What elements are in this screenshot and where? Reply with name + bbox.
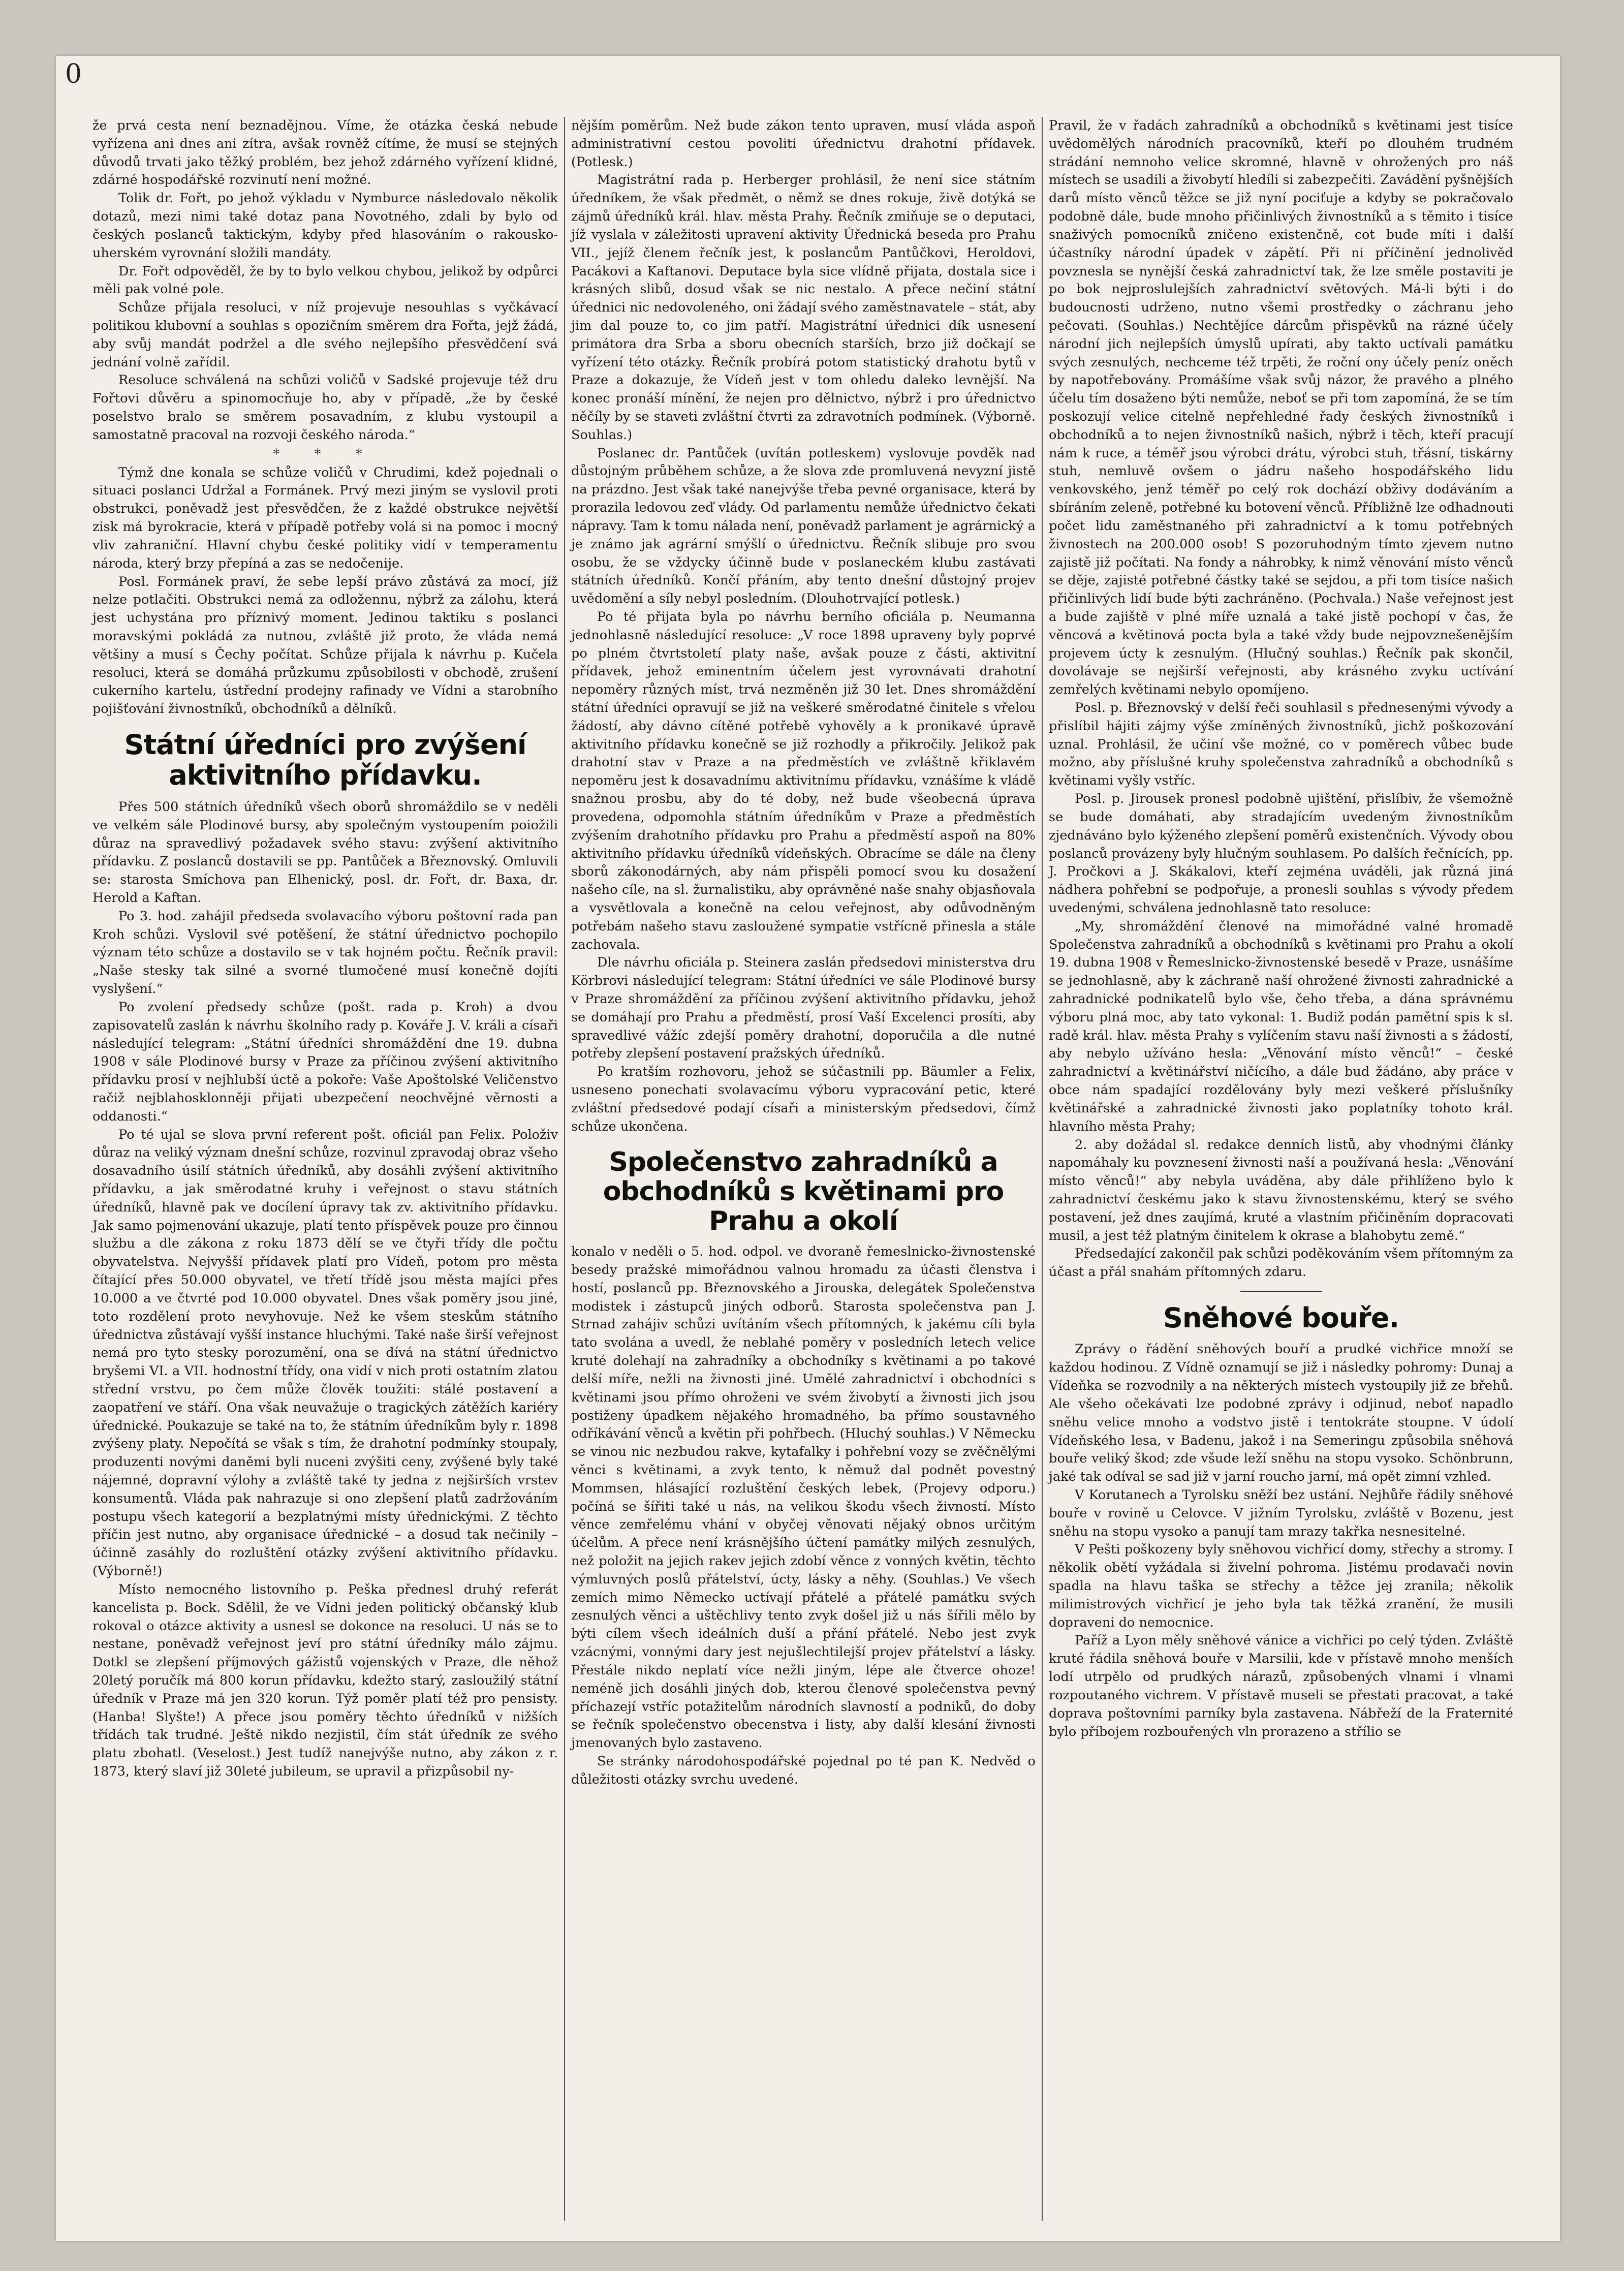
paragraph: Magistrátní rada p. Herberger prohlásil, že není sice státním úředníkem, že však předmět, o němž se dnes rokuje, živě dotýká se zájmů úředníků král. hlav. města Prahy. Řečník zmiňuje se o deputaci, jíž vyslala v záležitosti upravení aktivity Úřednická beseda pro Prahu VII., jejíž členem řečník jest, k poslancům Pantůčkovi, Heroldovi, Pacákovi a Kaftanovi. Deputace byla sice vlídně přijata, dostala sice i krásných slibů, dosud však se nic nestalo. A přece nečiní státní úřednici nic nedovoleného, oni žádají svého zaměstnavatele – stát, aby jim dal pouze to, co jim patří. Magistrátní úřednici dík usnesení primátora dra Srba a sboru obecních starších, brzo již dočkají se vyřízení této otázky. Řečník probírá potom statistický drahotu bytů v Praze a dokazuje, že Vídeň jest v tom ohledu daleko levnější. Na konec pronáší mínění, že nejen pro dělnictvo, nýbrž i pro úřednictvo něčíly by se staveti zvláštní čtvrti za zdravotních podmínek. (Výborně. Souhlas.) [571,172,1036,443]
paragraph: Předsedající zakončil pak schůzi poděkováním všem přítomným za účast a přál snahám přítomných zdaru. [1049,1246,1513,1280]
column-3 [1042,117,1519,2221]
paragraph: V Korutanech a Tyrolsku sněží bez ustání. Nejhůře řádily sněhové bouře v rovině u Celovce. V jižním Tyrolsku, zvláště v Bozenu, jest sněhu na stopu vysoko a panují tam mrazy takřka nesnesitelné. [1049,1487,1513,1539]
article-headline: Státní úředníci pro zvýšení aktivitního přídavku. [124,729,526,792]
paragraph: Posl. p. Jirousek pronesl podobně ujištění, přislíbiv, že všemožně se bude domáhati, aby stradajícím uvedeným živnostníkům zjednáváno bylo kýženého zlepšení poměrů existenčních. Vývody obou poslanců provázeny byly hlučným souhlasem. Po dalších řečnících, pp. J. Pročkovi a J. Skákalovi, kteří zejména uváděli, jak různá jiná nádhera pohřební se podpořuje, a pronesli souhlas s vývody předem uvedenými, schválena jednohlasně tato resoluce: [1049,791,1513,916]
paragraph: Poslanec dr. Pantůček (uvítán potleskem) vyslovuje povděk nad důstojným průběhem schůze, a že slova zde promluvená nevyzní jistě na prázdno. Jest však také nanejvýše třeba pevné organisace, která by prorazila ledovou zeď vlády. Od parlamentu nemůže úřednictvo čekati nápravy. Tam k tomu nálada není, poněvadž parlament je agrárnický a je známo jak agrární smýšlí o úřednictvu. Řečník slibuje pro svou osobu, že se vždycky účinně bude v poslaneckém klubu zastávati státních úředníků. Končí přáním, aby tento dnešní důstojný projev uvědomění a síly nebyl posledním. (Dlouhotrvající potlesk.) [571,445,1036,607]
page-number: 0 [65,59,82,89]
paragraph: 2. aby dožádal sl. redakce denních listů, aby vhodnými články napomáhaly ku povznesení živnosti naší a používaná hesla: „Věnování místo věnců!“ aby nebyla uváděna, aby dále přihlíženo bylo k zahradnictví českému jako k stavu živnostenskému, který se svého postavení, jež dnes zaujímá, kruté a vlastním přičiněním dopracovati musil, a jest též platným činitelem k okrase a blahobytu země.“ [1049,1137,1513,1243]
paragraph: Týmž dne konala se schůze voličů v Chrudimi, kdež pojednali o situaci poslanci Udržal a Formánek. Prvý mezi jiným se vyslovil proti obstrukci, poněvadž jest přesvědčen, že z každé obstrukce největší zisk má byrokracie, která v případě potřeby volá si na pomoc i mocný vliv zahraniční. Hlavní chybu české politiky vidí v temperamentu národa, který brzy přepíná a zas se nedočenije. [92,464,558,571]
paragraph: Tolik dr. Fořt, po jehož výkladu v Nymburce následovalo několik dotazů, mezi nimi také dotaz pana Novotného, zdali by bylo od českých poslanců taktickým, kdyby před hlasováním o rakousko-uherském vyrovnání složili mandáty. [92,191,558,261]
article-headline: Sněhové bouře. [1163,1302,1399,1334]
paragraph: Se stránky národohospodářské pojednal po té pan K. Nedvěd o důležitosti otázky svrchu uvedené. [571,1753,1036,1787]
paragraph: V Pešti poškozeny byly sněhovou vichřicí domy, střechy a stromy. I několik obětí vyžádala si živelní pohroma. Jistému prodavači novin spadla na hlavu taška se střechy a těžce jej zranila; několik milimistrových vichřicí je jeho byla tak těžká zranění, že musili dopraveni do nemocnice. [1049,1542,1513,1630]
article-columns [86,117,1540,2221]
paragraph: nějším poměrům. Než bude zákon tento upraven, musí vláda aspoň administrativní cestou povoliti úřednictvu drahotní přídavek. (Potlesk.) [571,118,1036,170]
paragraph: Dle návrhu oficiála p. Steinera zaslán předsedovi ministerstva dru Körbrovi následující telegram: Státní úředníci ve sále Plodinové bursy v Praze shromáždění za příčinou zvýšení aktivitního přídavku, jehož se domáhají pro Prahu a předměstí, prosí Vaší Excelenci prosíti, aby spravedlivé vážíc zdejší poměry drahotní, doporučila a dle nutné potřeby zlepšení postavení pražských úředníků. [571,955,1036,1062]
paragraph: Přes 500 státních úředníků všech oborů shromáždilo se v neděli ve velkém sále Plodinové bursy, aby společným vystoupením poiožili důraz na spravedlivý požadavek svého stavu: zvýšení aktivitního přídavku. Z poslanců dostavili se pp. Pantůček a Březnovský. Omluvili se: starosta Smíchova pan Elhenický, posl. dr. Fořt, dr. Baxa, dr. Herold a Kaftan. [92,799,558,906]
paragraph: „My, shromáždění členové na mimořádné valné hromadě Společenstva zahradníků a obchodníků s květinami pro Prahu a okolí 19. dubna 1908 v Řemeslnicko-živnostenské besedě v Praze, usnášíme se jednohlasně, aby k záchraně naší ohrožené živnosti zahradnické a zahradnické podnikatelů bylo vše, čeho třeba, a dána správnému výboru plná moc, aby tato vykonal: 1. Budiž podán pamětní spis k sl. radě král. hlav. města Prahy s vylíčením stavu naší živnosti a s žádostí, aby nebylo užíváno hesla: „Věnování místo věnců!“ – české zahradnictví a květinářství ničícího, a dále bud žádáno, aby práce v obce nám spadající rozdělovány byly mezi veškeré příslušníky květinářské a zahradnické živnosti jako poplatníky tohoto král. hlavního města Prahy; [1049,918,1513,1134]
paragraph: Po té přijata byla po návrhu berního oficiála p. Neumanna jednohlasně následující resoluce: „V roce 1898 upraveny byly poprvé po plném čtvrtstoletí platy naše, avšak pouze z části, aktivitní přídavek, jehož eminentním účelem jest vyrovnávati drahotní nepoměry různých míst, trvá nezměněn již 30 let. Dnes shromáždění státní úředníci opravují se již na veškeré směrodatné činitele s vřelou žádostí, aby dávno cítěné potřebě vyhověly a k pronikavé úpravě aktivitního přídavku konečně se již rozhodly a přikročily. Jelikož pak drahotní stav v Praze a na předměstích ve zvláštně křiklavém nepoměru jest k dosavadnímu aktivitnímu přídavku, vznášíme k vládě snažnou prosbu, aby do té doby, než bude všeobecná úprava provedena, odpomohla státním úředníkům v Praze a předměstích zvýšením drahotního přídavku pro Prahu a předměstí aspoň na 80% aktivitního přídavku úředníků vídeňských. Obracíme se dále na členy sborů zákonodárných, aby nám přispěli pomocí svou ku dosažení našeho cíle, na sl. žurnalistiku, aby oprávněné naše snahy objasňovala a vysvětlovala a konečně na celou veřejnost, aby odůvodněným potřebám našeho stavu zasloužené sympatie vstřícně přinesla a stále zachovala. [571,609,1036,952]
paragraph: Místo nemocného listovního p. Peška přednesl druhý referát kancelista p. Bock. Sdělil, že ve Vídni jeden politický občanský klub rokoval o otázce aktivity a usnesl se dokonce na resoluci. U nás se to nestane, poněvadž veřejnost jeví pro státní úředníky málo zájmu. Dotkl se zlepšení příjmových gážistů vojenských v Praze, dle něhož 20letý poručík má 800 korun přídavku, kdežto starý, zasloužilý státní úředník v Praze má jen 320 korun. Týž poměr platí též pro pensisty. (Hanba! Slyšte!) A přece jsou poměry těchto úředníků v nižších třídách tak trudné. Ještě nikdo nezjistil, čím stát úředník ze svého platu zbohatl. (Veselost.) Jest tudíž nanejvýše nutno, aby zákon z r. 1873, který slaví již 30leté jubileum, se upravil a přizpůsobil ny- [92,1581,558,1779]
column-1 [86,117,564,2221]
paragraph: Paříž a Lyon měly sněhové vánice a vichřici po celý týden. Zvláště kruté řádila sněhová bouře v Marsilii, kde v přístavě mnoho menších lodí utrpělo od prudkých nárazů, způsobených vlnami i vlnami rozpoutaného vichrem. V přístavě museli se přestati pracovat, a také doprava poštovními parníky byla zastavena. Nábřeží de la Fraternité bylo příbojem rozbouřených vln prorazeno a střílio se [1049,1633,1513,1739]
paragraph: Dr. Fořt odpověděl, že by to bylo velkou chybou, jelikož by odpůrci měli pak volné pole. [92,263,558,297]
paragraph: Posl. Formánek praví, že sebe lepší právo zůstává za mocí, jíž nelze potlačiti. Obstrukci nemá za odložennu, nýbrž za zálohu, která jest uchystána pro příznivý moment. Jedinou taktiku s poslanci moravskými pokládá za nutnou, zvláště již proto, že vláda nemá většiny a musí s Čechy počítat. Schůze přijala k návrhu p. Kučela resoluci, která se domáhá průzkumu způsobilosti v obchodě, zrušení cukerního kartelu, ústřední prodejny rafinady ve Vídni a starobního pojišťování živnostníků, obchodníků a dělníků. [92,574,558,717]
paragraph: konalo v neděli o 5. hod. odpol. ve dvoraně řemeslnicko-živnostenské besedy pražské mimořádnou valnou hromadu za účasti členstva i hostí, poslanců pp. Březnovského a Jirouska, delegátek Společenstva modistek i zástupců jiných odborů. Starosta společenstva pan J. Strnad zahájiv schůzi uvítáním všech přítomných, k jakému cíli byla tato svolána a uvedl, že neblahé poměry v posledních letech velice kruté dolehají na zahradníky a obchodníky s květinami a po takové delší míře, nežli na živnosti jiné. Umělé zahradnictví i obchodníci s květinami jsou přímo ohroženi ve svém živobytí a živnosti jich jsou postiženy úpadkem nějakého hromadného, ba přímo soustavného odříkávání věnců a květin při pohřbech. (Hluchý souhlas.) V Německu se vinou nic nezbudou rakve, kytafalky i pohřební vozy se zvěčnělými věnci s květinami, a zvyk tento, k němuž dal podnět povestný Mommsen, hlásající rozluštění českých lebek, (Projevy odporu.) počíná se šířiti také u nás, na velikou škodu všech živností. Místo věnce zemřelému vhání v obyčej věnovati nějaký obnos určitým účelům. A přece není krásnějšího účtení památky milých zesnulých, než položit na jejich rakev jejich zdobí věnce z vonných květin, těchto výmluvných poslů přátelství, úcty, lásky a něhy. (Souhlas.) Ve všech zemích mimo Německo uctívají přátelé a přátelé památku svých zesnulých věnci a uštěchlivy tento zvyk došel již u nás šířili mělo by býti cílem všech ideálních duší a přání přátelé. Nebo jest zvyk vzácnými, vonnými dary jest nejušlechtilejší projev přátelství a lásky. Přestále nikdo neplatí více nežli jiným, lépe ale čtverce ohoze! neméně jich dosáhli jiných dob, kterou členové společenstva pevný příchazejí vstříc potažitelům národních slavností a podniků, do doby se řečník společenstvo obecenstva i listy, aby další klesání živnosti jmenovaných bylo zastaveno. [571,1244,1036,1751]
paragraph: že prvá cesta není beznadějnou. Víme, že otázka česká nebude vyřízena ani dnes ani zítra, avšak rovněž cítíme, že musí se stejných důvodů trvati jako těžký problém, bez jehož zdárného vyřízení klidné, zdárné hospodářské rozvinutí není možné. [92,118,558,188]
newspaper-page [56,56,1560,2241]
paragraph: Pravil, že v řadách zahradníků a obchodníků s květinami jest tisíce uvědomělých národních pracovníků, kteří po dlouhém trudném strádání nemnoho velice skromné, hlavně v ohrožených pro náš místech se usadili a živobytí hledíli si zabezpečiti. Zavádění pyšnějších darů místo věnců těžce se již nyní pociťuje a kdyby se pokračovalo podobně dále, bude mnoho přičinlivých živnostníků a s těmito i tisíce snaživých pomocníků zničeno existenčně, cot bude míti i další účastníky národní úpadek v zápětí. Při ni příčinění jednolivěd povznesla se nynější česká zahradnictví tak, že lze směle postaviti je po bok nejproslulejších zahradnictví světových. Má-li býti i do budoucnosti udrženo, nutno všemi prostředky o záchranu jeho pečovati. (Souhlas.) Nechtějíce dárcům přispěvků na rázné účely národní jich nejlepších úmyslů upírati, aby takto uctívali památku svých zesnulých, nechceme též trpěti, že roční ony účely peníz oněch by napotřebovány. Promášíme však svůj názor, že pravého a plného účelu tím dosaženo býti nemůže, neboť se při tom zapomíná, že se tím poskozují velice citelně nepřehledné řady českých živnostníků i obchodníků a to nejen živnostníků našich, nýbrž i těch, kteří pracují nám k ruce, a téměř jsou výrobci drátu, výrobci stuh, třásní, tiskárny stuh, nemluvě ovšem o jádru našeho hospodářského lidu venkovského, jenž téměř po celý rok dochází obživy dodáváním a sbíráním zeleně, potřebné ku botovení věnců. Příbližně lze odhadnouti počet lidu zaměstnaného při zahradnictví a k tomu potřebných živnostech na 200.000 osob! S pozoruhodným tímto zjevem nutno zajistě již počítati. Na fondy a náhrobky, k nimž věnování místo věnců se děje, zajisté potřebné částky také se sejdou, a při tom tisíce našich přičinlivých lidí bude býti zachráněno. (Pochvala.) Naše veřejnost jest a bude zajiště v plné míře uznalá a také jistě pochopí v čas, že věncová a květinová pocta byla a také vždy bude nejpovznešenějším projevem úcty k zesnulým. (Hlučný souhlas.) Řečník pak skončil, dovolávaje se nejširší veřejnosti, aby krásného zvyku uctívání zemřelých květinami nebylo opomíjeno. [1049,118,1513,698]
divider [1240,1291,1322,1292]
paragraph: Resoluce schválená na schůzi voličů v Sadské projevuje též dru Fořtovi důvěru a spinomocňuje ho, aby v případě, „že by české poselstvo bralo se směrem posavadním, z klubu vystoupil a samostatně pracoval na rozvoji českého národa.“ [92,372,558,443]
paragraph: Po té ujal se slova první referent pošt. oficiál pan Felix. Položiv důraz na veliký význam dnešní schůze, rozvinul zpravodaj obraz všeho dosavadního úsilí státních úředníků, aby dosáhli zvýšení aktivitního přídavku, a jak směrodatné kruhy i veřejnost o stavu státních úředníků, hlavně pak ve docílení úpravy tak zv. aktivitního přídavku. Jak samo pojmenování ukazuje, platí tento příspěvek pouze pro činnou službu a dle zákona z roku 1873 dělí se ve čtyři třídy dle počtu obyvatelstva. Nejvyšší přídavek platí pro Vídeň, potom pro města čítající přes 50.000 obyvatel, ve třetí třídě jsou města majíci přes 10.000 a ve čtvrté pod 10.000 obyvatel. Dnes však poměry jsou jiné, toto rozdělení proto nevyhovuje. Než ke všem steskům státního úřednictva zůstávají vyšší instance hluchými. Také naše širší veřejnost nemá pro tyto stesky porozumění, ona se dívá na státní úřednictvo bryšemi VI. a VII. hodnostní třídy, ona vidí v nich proti ostatním zlatou střední vrstvu, po čem může člověk toužiti: stálé postavení a zaopatření ve stáří. Ona však neuvažuje o tragických zátěžích kariéry úřednické. Poukazuje se také na to, že státním úředníkům byly r. 1898 zvýšeny platy. Nepočítá se však s tím, že drahotní podmínky stoupaly, produzenti novými daněmi byli nuceni zvýšiti ceny, zvýšené byly také nájemné, dopravní výlohy a zvláště také ty jedna z nejširších vrstev konsumentů. Vláda pak nahrazuje si ono zlepšení platů zadržováním postupu všech kategorií a bezplatnými místy úřednickými. Z těchto příčin jest nutno, aby organisace úřednické – a dosud tak nečinily – účinně zasáhly do rozluštění otázky zvýšení aktivitního přídavku. (Výborně!) [92,1127,558,1579]
column-2 [564,117,1042,2221]
paragraph: Zprávy o řádění sněhových bouří a prudké vichřice množí se každou hodinou. Z Vídně oznamují se již i následky pohromy: Dunaj a Vídeňka se rozvodnily a na některých místech vystoupily již ze břehů. Ale všeho očekávati lze podobné zprávy i odjinud, neboť napadlo sněhu velice mnoho a vodstvo jistě i tentokráte stoupne. V údolí Vídeňského lesa, v Badenu, jakož i na Semeringu způsobila sněhová bouře veliký škod; zde všude leží sněhu na stopu vysoko. Schönbrunn, jaké tak odíval se sad již v jarní roucho jarní, má opět zimní vzhled. [1049,1342,1513,1485]
paragraph: Schůze přijala resoluci, v níž projevuje nesouhlas s vyčkávací politikou klubovní a souhlas s opozičním směrem dra Fořta, jejž žádá, aby svůj mandát podržel a dle svého nejlepšího přesvědčení svá jednání volně zařídil. [92,300,558,370]
paragraph: Po 3. hod. zahájil předseda svolavacího výboru poštovní rada pan Kroh schůzi. Vyslovil své potěšení, že státní úřednictvo pochopilo význam této schůze a dostavilo se v tak hojném počtu. Řečník pravil: „Naše stesky tak silné a svorné tlumočené musí konečně dojíti vyslyšení.“ [92,908,558,997]
paragraph: Po zvolení předsedy schůze (pošt. rada p. Kroh) a dvou zapisovatelů zaslán k návrhu školního rady p. Kováře J. V. králi a císaři následující telegram: „Státní úředníci shromáždění dne 19. dubna 1908 v sále Plodinové bursy v Praze za příčinou zvýšení aktivitního přídavku prosí v nejhlubší úctě a pokoře: Vaše Apoštolské Veličenstvo račiž nejblahosklonněji přijati ubezpečení neochvějné věrnosti a oddanosti.“ [92,999,558,1124]
section-separator: * * * [273,446,378,462]
article-headline: Společenstvo zahradníků a obchodníků s květinami pro Prahu a okolí [603,1146,1004,1236]
paragraph: Posl. p. Březnovský v delší řeči souhlasil s přednesenými vývody a přislíbil hájiti zájmy výše zmíněných živnostníků, jichž poškozování uznal. Prohlásil, že učiní vše možné, co v poměrech vůbec bude možno, aby příslušné kruhy společenstva zahradníků a obchodníků s květinami vyšly vstříc. [1049,700,1513,789]
paragraph: Po kratším rozhovoru, jehož se súčastnili pp. Bäumler a Felix, usneseno ponechati svolavacímu výboru vypracování petic, které zvláštní předsedové podají císaři a ministerským předsedovi, čímž schůze ukončena. [571,1064,1036,1134]
